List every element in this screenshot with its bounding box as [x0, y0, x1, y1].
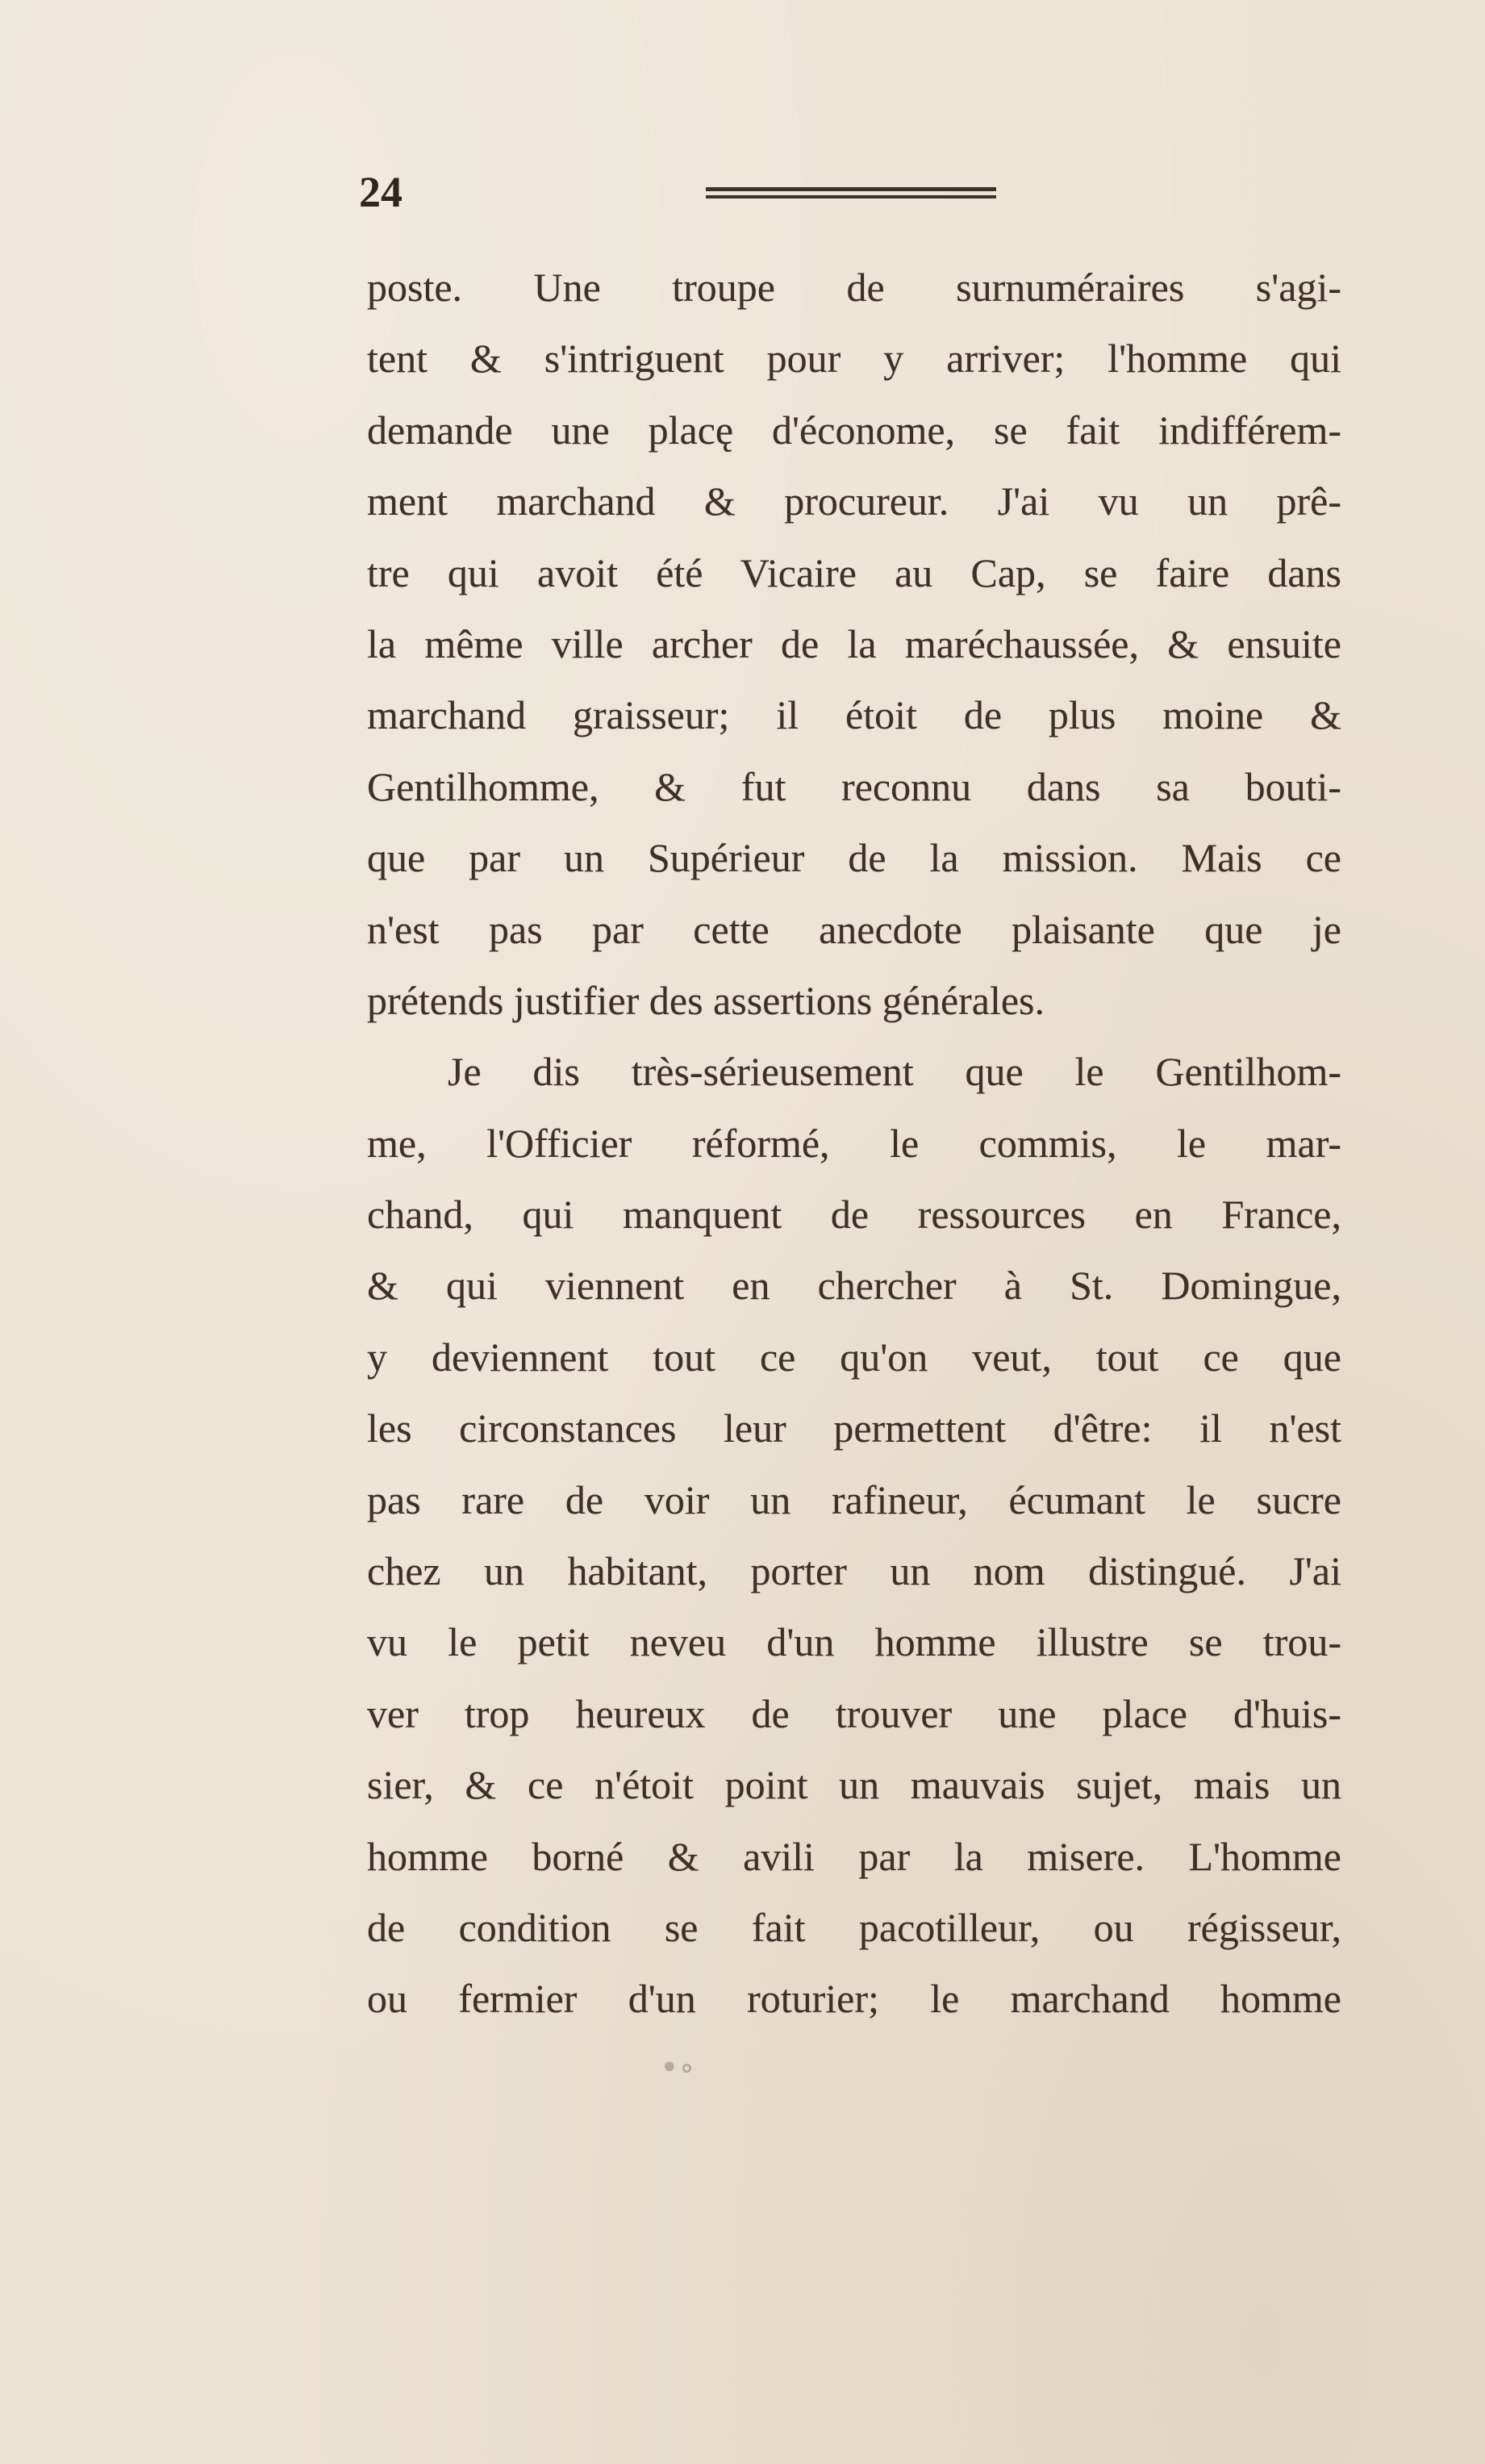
text-line: chand, qui manquent de ressources en France,	[367, 1192, 1341, 1238]
text-line: les circonstances leur permettent d'être: il n'est	[367, 1405, 1341, 1451]
text-line: n'est pas par cette anecdote plaisante que je	[367, 906, 1341, 952]
text-line: demande une placę d'économe, se fait indifférem-	[367, 407, 1341, 453]
text-line: vu le petit neveu d'un homme illustre se trou-	[367, 1619, 1341, 1665]
text-line: & qui viennent en chercher à St. Domingue,	[367, 1263, 1341, 1309]
header-rule-thick	[706, 187, 996, 191]
text-line: ou fermier d'un roturier; le marchand homme	[367, 1976, 1341, 2022]
page-header	[359, 168, 1351, 224]
text-line: pas rare de voir un rafineur, écumant le sucre	[367, 1476, 1341, 1522]
paragraph-start-line: Je dis très-sérieusement que le Gentilhom-	[448, 1049, 1341, 1095]
text-line: sier, & ce n'étoit point un mauvais sujet, mais un	[367, 1762, 1341, 1808]
text-line: homme borné & avili par la misere. L'homme	[367, 1833, 1341, 1879]
text-line: tre qui avoit été Vicaire au Cap, se faire dans	[367, 549, 1341, 595]
text-line: ment marchand & procureur. J'ai vu un prê-	[367, 478, 1341, 524]
text-line: tent & s'intriguent pour y arriver; l'homme qui	[367, 336, 1341, 382]
body-text	[367, 252, 1341, 2035]
header-rule	[706, 187, 996, 202]
text-line: y deviennent tout ce qu'on veut, tout ce que	[367, 1334, 1341, 1380]
text-line: Gentilhomme, & fut reconnu dans sa bouti-	[367, 763, 1341, 809]
text-line: que par un Supérieur de la mission. Mais ce	[367, 835, 1341, 881]
text-line: poste. Une troupe de surnuméraires s'agi-	[367, 265, 1341, 310]
paragraph-end-line: prétends justifier des assertions générales.	[367, 977, 1045, 1023]
text-line: la même ville archer de la maréchaussée, & ensuite	[367, 620, 1341, 666]
text-line: chez un habitant, porter un nom distingué. J'ai	[367, 1548, 1341, 1594]
header-rule-thin	[706, 195, 996, 198]
text-line: me, l'Officier réformé, le commis, le mar-	[367, 1120, 1341, 1166]
page-number: 24	[359, 168, 403, 216]
text-line: de condition se fait pacotilleur, ou régisseur,	[367, 1904, 1341, 1950]
text-line: marchand graisseur; il étoit de plus moine &	[367, 692, 1341, 738]
ink-smudge-mark: •∘	[660, 2049, 695, 2086]
text-line: ver trop heureux de trouver une place d'huis-	[367, 1690, 1341, 1736]
